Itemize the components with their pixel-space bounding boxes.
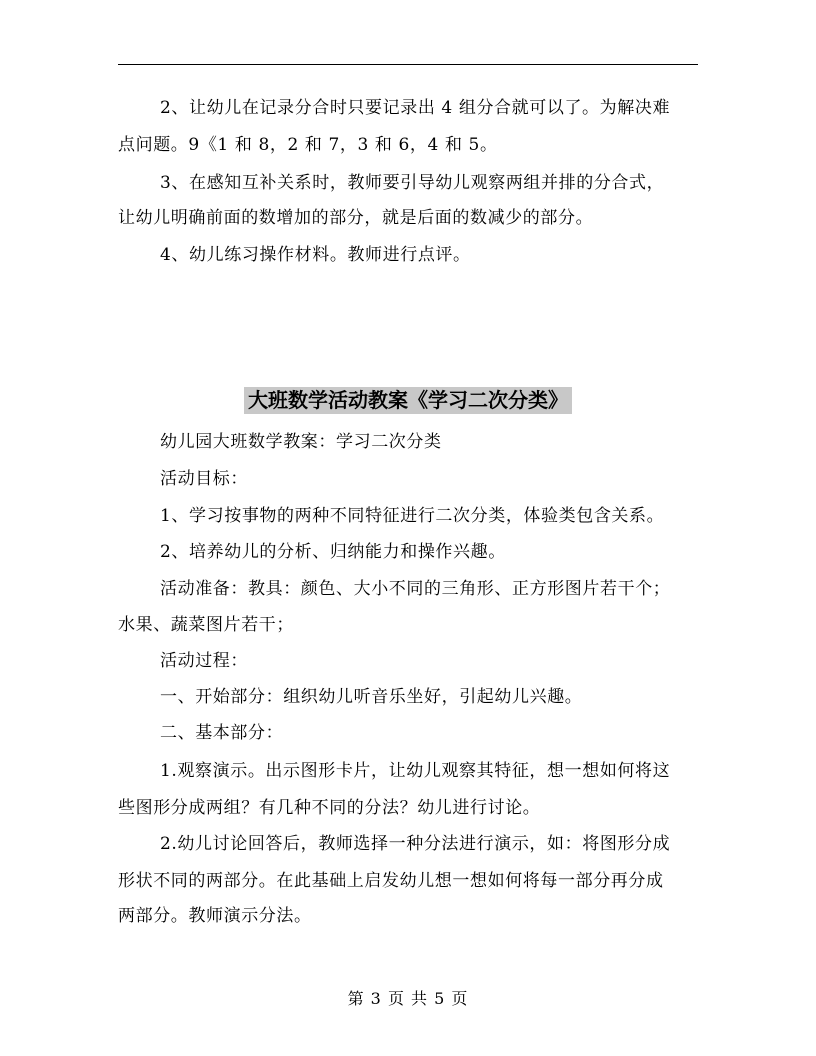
body-line: 水果、蔬菜图片若干； <box>118 615 294 635</box>
section-title <box>0 386 816 414</box>
body-line: 形状不同的两部分。在此基础上启发幼儿想一想如何将每一部分再分成 <box>118 871 664 891</box>
body-line: 2.幼儿讨论回答后，教师选择一种分法进行演示，如：将图形分成 <box>160 834 671 854</box>
paragraph-3-line-1: 3、在感知互补关系时，教师要引导幼儿观察两组并排的分合式， <box>160 173 665 193</box>
body-line: 2、培养幼儿的分析、归纳能力和操作兴趣。 <box>160 542 506 562</box>
body-line: 一、开始部分：组织幼儿听音乐坐好，引起幼儿兴趣。 <box>160 687 583 707</box>
body-line: 活动目标： <box>160 469 248 489</box>
body-line: 二、基本部分： <box>160 723 284 743</box>
body-line: 1.观察演示。出示图形卡片，让幼儿观察其特征，想一想如何将这 <box>160 761 671 781</box>
body-line: 1、学习按事物的两种不同特征进行二次分类，体验类包含关系。 <box>160 506 665 526</box>
body-line: 两部分。教师演示分法。 <box>118 906 312 926</box>
section-title-text: 大班数学活动教案《学习二次分类》 <box>244 387 572 414</box>
paragraph-3-line-2: 让幼儿明确前面的数增加的部分，就是后面的数减少的部分。 <box>118 208 594 228</box>
header-rule <box>118 64 698 65</box>
paragraph-4: 4、幼儿练习操作材料。教师进行点评。 <box>160 245 471 265</box>
page-footer: 第 3 页 共 5 页 <box>347 989 469 1008</box>
paragraph-2-line-1: 2、让幼儿在记录分合时只要记录出 4 组分合就可以了。为解决难 <box>160 98 671 118</box>
body-line: 些图形分成两组？有几种不同的分法？幼儿进行讨论。 <box>118 798 541 818</box>
paragraph-2-line-2: 点问题。9《1 和 8，2 和 7，3 和 6，4 和 5。 <box>118 135 498 155</box>
body-line: 幼儿园大班数学教案：学习二次分类 <box>160 432 442 452</box>
body-line: 活动准备：教具：颜色、大小不同的三角形、正方形图片若干个； <box>160 579 671 599</box>
body-line: 活动过程： <box>160 651 248 671</box>
